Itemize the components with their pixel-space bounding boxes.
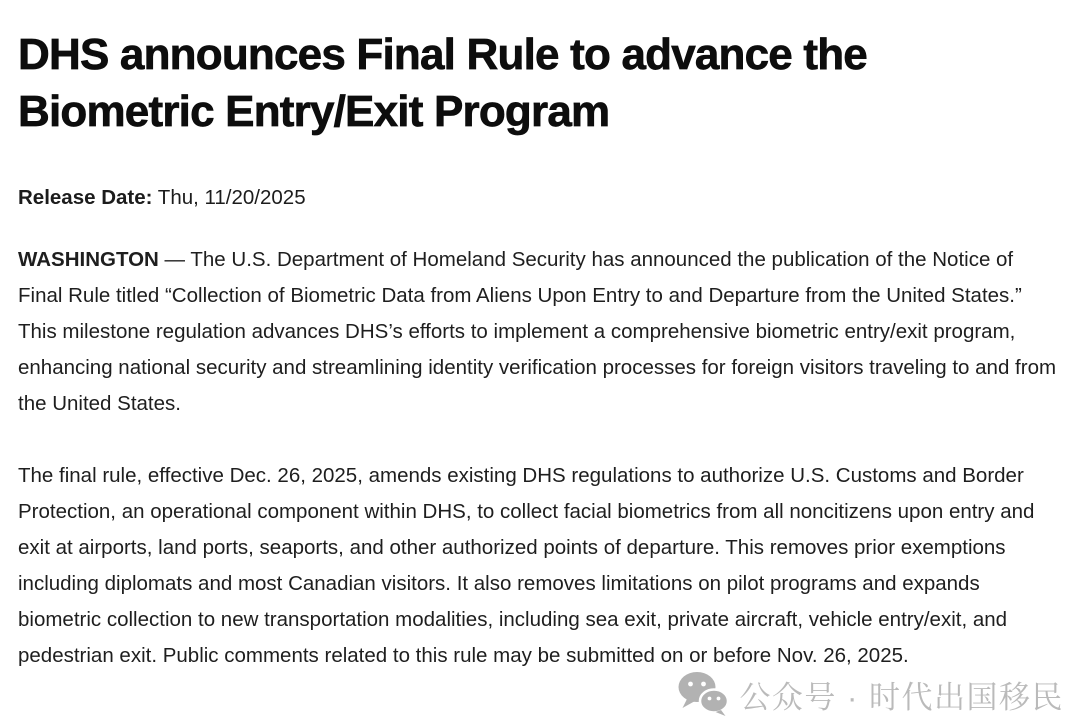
paragraph-lead-washington: WASHINGTON [18, 248, 159, 271]
release-date [18, 186, 1062, 210]
paragraph-final-rule [18, 458, 1062, 674]
wechat-icon [677, 670, 729, 718]
paragraph-washington [18, 242, 1062, 422]
paragraph-text-1: — The U.S. Department of Homeland Security has announced the publication of the Notice of Final Rule titled “Collection of Biometric Data from Aliens Upon Entry to and Departure from the United States.” This milestone regulation advances DHS’s efforts to implement a comprehensive biometric entry/exit program, enhancing national security and streamlining identity verification processes for foreign visitors traveling to and from the United States. [18, 248, 1057, 415]
watermark-text: 公众号 · 时代出国移民 [739, 679, 1064, 715]
paragraph-text-2: The final rule, effective Dec. 26, 2025, amends existing DHS regulations to authorize U.S. Customs and Border Protection, an operational component within DHS, to collect facial biometrics from all noncitizens upon entry and exit at airports, land ports, seaports, and other authorized points of departure. This removes prior exemptions including diplomats and most Canadian visitors. It also removes limitations on pilot programs and expands biometric collection to new transportation modalities, including sea exit, private aircraft, vehicle entry/exit, and pedestrian exit. Public comments related to this rule may be submitted on or before Nov. 26, 2025. [18, 464, 1035, 667]
release-date-value: Thu, 11/20/2025 [157, 186, 306, 209]
page-title [18, 26, 1062, 140]
release-date-label: Release Date: [18, 186, 153, 209]
page-title-line2: Biometric Entry/Exit Program [18, 87, 610, 136]
watermark [677, 670, 1064, 718]
page-title-line1: DHS announces Final Rule to advance the [18, 30, 867, 79]
